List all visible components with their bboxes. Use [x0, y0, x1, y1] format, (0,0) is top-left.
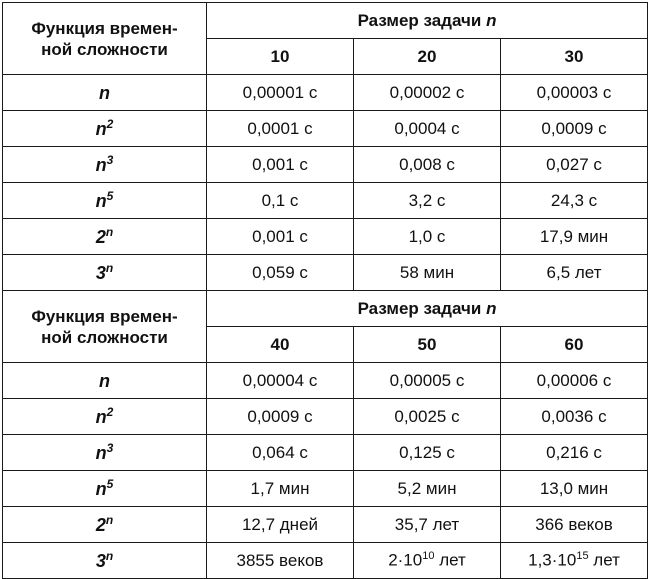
- value-cell: 0,064 с: [207, 435, 354, 471]
- size-column-header: Размер задачи n: [207, 291, 648, 327]
- function-cell: $n^5$: [3, 471, 207, 507]
- value-cell: 0,0036 с: [501, 399, 648, 435]
- size-header: 20: [354, 39, 501, 75]
- value-cell: 17,9 мин: [501, 219, 648, 255]
- value-cell: 1,0 с: [354, 219, 501, 255]
- value-cell: 0,125 с: [354, 435, 501, 471]
- table-row: [3, 75, 648, 111]
- value-cell: 0,00001 с: [207, 75, 354, 111]
- table-row: [3, 543, 648, 579]
- function-cell: $n^2$: [3, 111, 207, 147]
- function-cell: $n^3$: [3, 147, 207, 183]
- function-column-header: Функция времен- ной сложности: [3, 291, 207, 363]
- value-cell: $1,3\cdot 10^{15}$ лет: [501, 543, 648, 579]
- value-cell: 0,059 с: [207, 255, 354, 291]
- value-cell: 0,0025 с: [354, 399, 501, 435]
- size-header: 40: [207, 327, 354, 363]
- value-cell: 0,00004 с: [207, 363, 354, 399]
- table-row: [3, 435, 648, 471]
- table-row: [3, 183, 648, 219]
- value-cell: 3855 веков: [207, 543, 354, 579]
- function-cell: $n^2$: [3, 399, 207, 435]
- function-cell: $n^5$: [3, 183, 207, 219]
- value-cell: 58 мин: [354, 255, 501, 291]
- table-row: [3, 507, 648, 543]
- table-row: [3, 255, 648, 291]
- value-cell: 0,00006 с: [501, 363, 648, 399]
- size-header: 50: [354, 327, 501, 363]
- size-header: 30: [501, 39, 648, 75]
- value-cell: 0,0009 с: [501, 111, 648, 147]
- value-cell: 0,1 с: [207, 183, 354, 219]
- value-cell: 3,2 с: [354, 183, 501, 219]
- function-cell: 2$^n$: [3, 507, 207, 543]
- function-cell: n: [3, 75, 207, 111]
- function-cell: 2$^n$: [3, 219, 207, 255]
- value-cell: 24,3 с: [501, 183, 648, 219]
- value-cell: 0,0004 с: [354, 111, 501, 147]
- value-cell: 0,00005 с: [354, 363, 501, 399]
- function-cell: $n^3$: [3, 435, 207, 471]
- value-cell: 0,0009 с: [207, 399, 354, 435]
- table-row: [3, 219, 648, 255]
- value-cell: 0,216 с: [501, 435, 648, 471]
- table-row: [3, 147, 648, 183]
- value-cell: 0,0001 с: [207, 111, 354, 147]
- function-cell: 3$^n$: [3, 543, 207, 579]
- size-header: 10: [207, 39, 354, 75]
- value-cell: 0,027 с: [501, 147, 648, 183]
- section1-header-row: [3, 3, 648, 39]
- value-cell: 35,7 лет: [354, 507, 501, 543]
- table-row: [3, 399, 648, 435]
- value-cell: 0,001 с: [207, 219, 354, 255]
- value-cell: 0,008 с: [354, 147, 501, 183]
- complexity-table: [2, 2, 648, 579]
- value-cell: 0,001 с: [207, 147, 354, 183]
- value-cell: 6,5 лет: [501, 255, 648, 291]
- size-column-header: Размер задачи n: [207, 3, 648, 39]
- value-cell: 12,7 дней: [207, 507, 354, 543]
- table-row: [3, 471, 648, 507]
- value-cell: 13,0 мин: [501, 471, 648, 507]
- value-cell: 366 веков: [501, 507, 648, 543]
- size-header: 60: [501, 327, 648, 363]
- function-cell: n: [3, 363, 207, 399]
- table-row: [3, 363, 648, 399]
- value-cell: 1,7 мин: [207, 471, 354, 507]
- value-cell: 5,2 мин: [354, 471, 501, 507]
- value-cell: $2\cdot 10^{10}$ лет: [354, 543, 501, 579]
- function-cell: 3$^n$: [3, 255, 207, 291]
- value-cell: 0,00002 с: [354, 75, 501, 111]
- value-cell: 0,00003 с: [501, 75, 648, 111]
- function-column-header: Функция времен- ной сложности: [3, 3, 207, 75]
- table-row: [3, 111, 648, 147]
- section2-header-row: [3, 291, 648, 327]
